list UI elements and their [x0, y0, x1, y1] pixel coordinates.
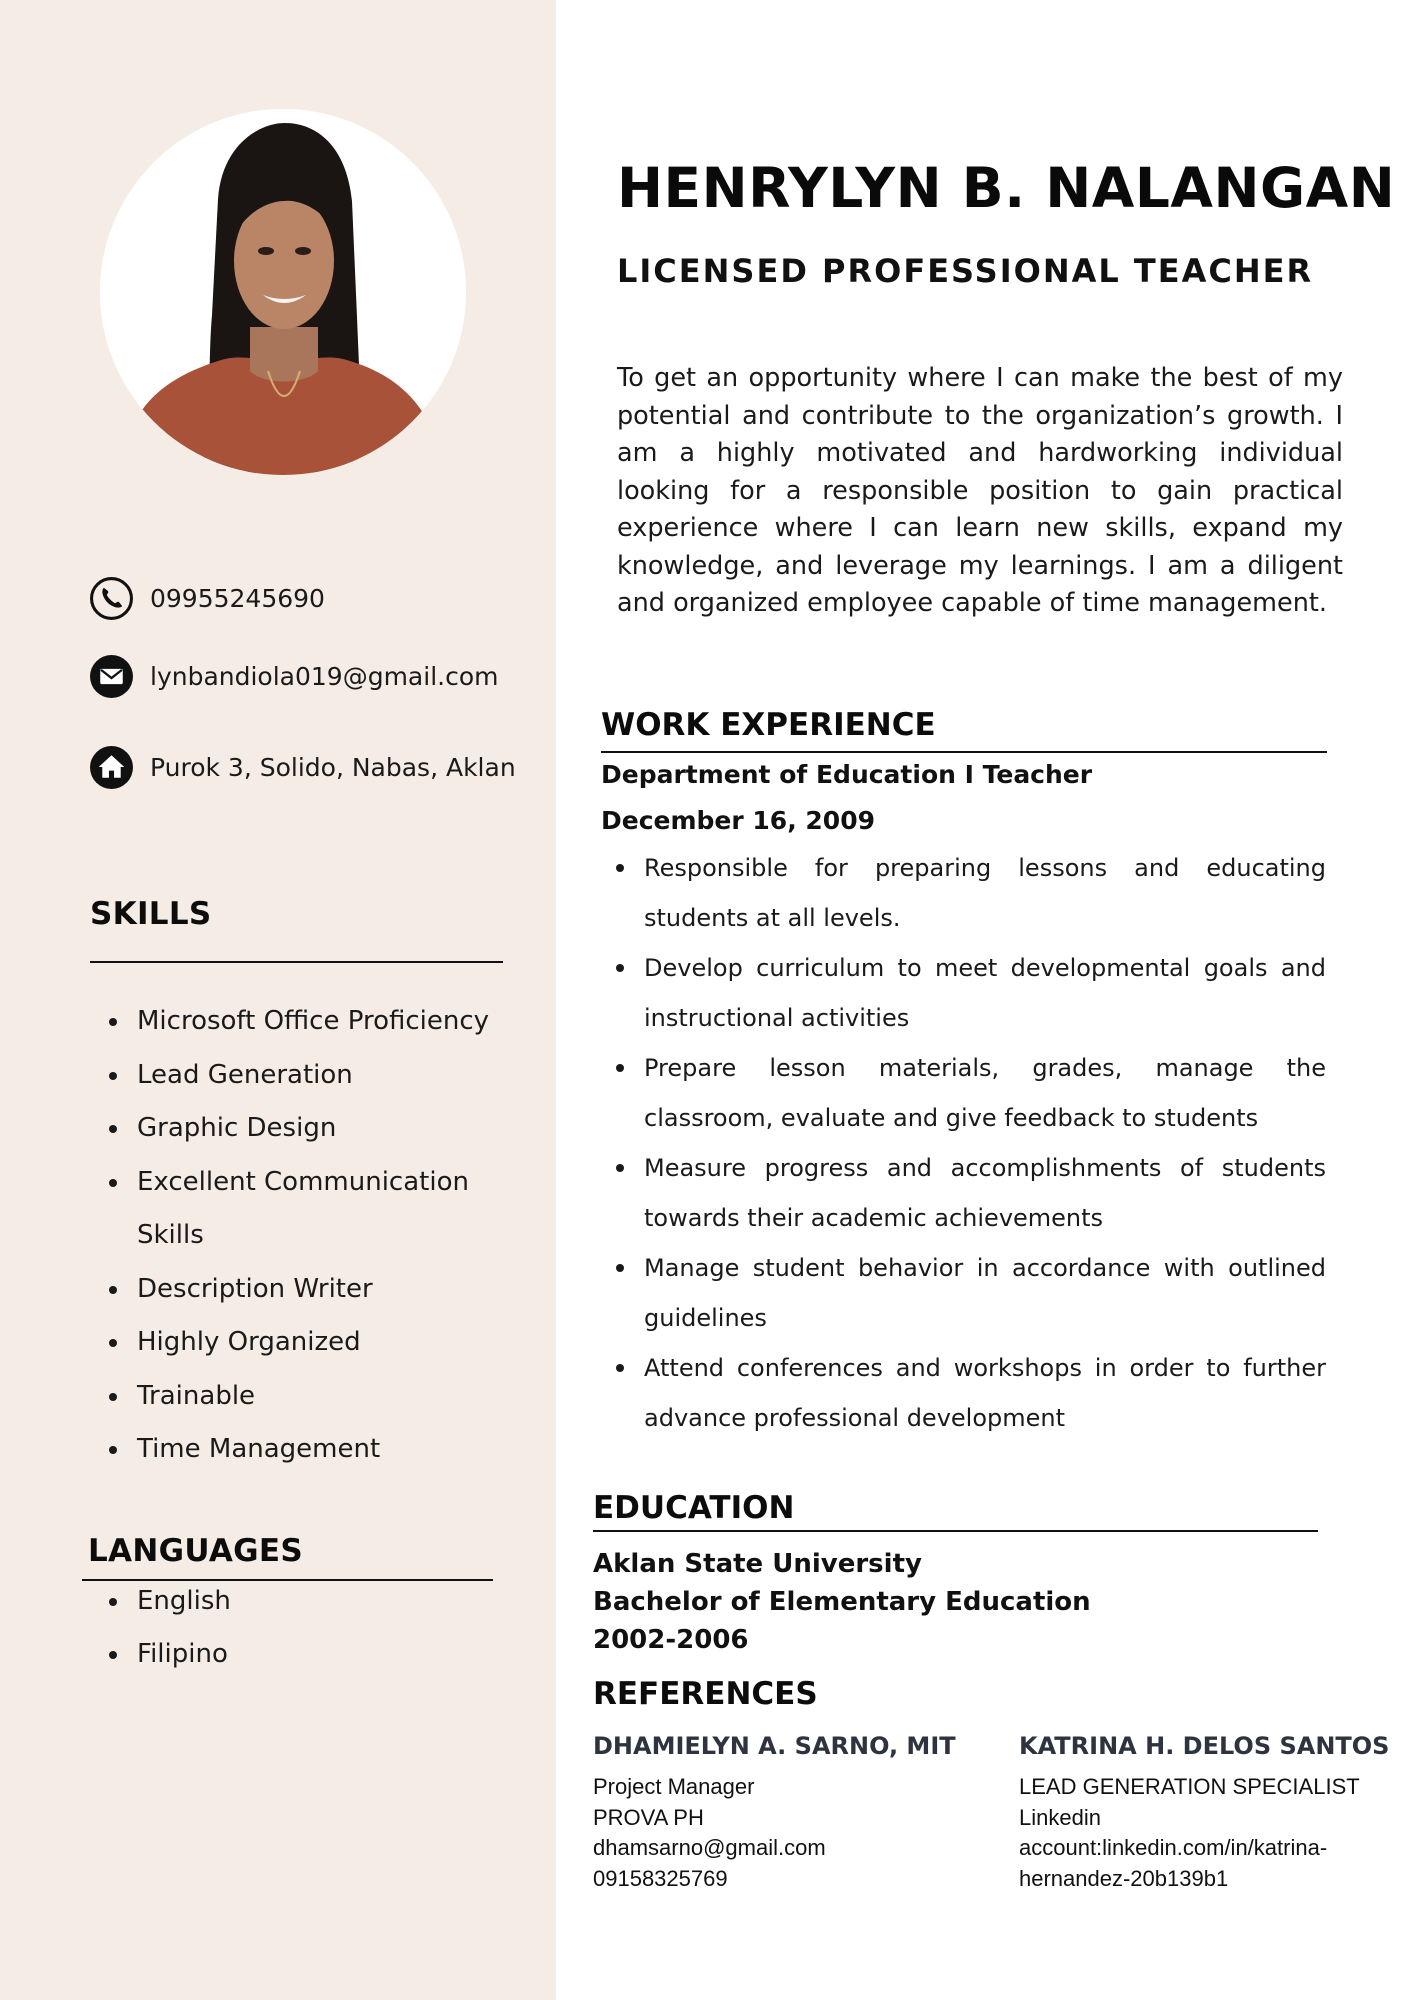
job-date: December 16, 2009	[601, 806, 875, 835]
education-divider	[593, 1530, 1318, 1532]
skill-item: Microsoft Office Proficiency	[109, 995, 509, 1049]
duty-item: Manage student behavior in accordance with outlined guidelines	[616, 1243, 1326, 1343]
reference-position: LEAD GENERATION SPECIALIST	[1019, 1774, 1360, 1799]
education-heading: EDUCATION	[593, 1490, 795, 1526]
skill-item: Excellent Communication Skills	[109, 1156, 509, 1263]
phone-number[interactable]: 09955245690	[150, 584, 325, 613]
phone-icon	[89, 576, 134, 621]
reference-card	[593, 1732, 956, 1894]
languages-heading: LANGUAGES	[88, 1533, 303, 1569]
reference-name: DHAMIELYN A. SARNO, MIT	[593, 1732, 956, 1760]
school-name: Aklan State University	[593, 1549, 922, 1579]
skill-item: Trainable	[109, 1370, 509, 1424]
skills-divider	[90, 961, 503, 963]
skill-item: Highly Organized	[109, 1316, 509, 1370]
home-icon	[89, 745, 134, 790]
reference-profile-link-cont[interactable]: hernandez-20b139b1	[1019, 1865, 1229, 1891]
email-address[interactable]: lynbandiola019@gmail.com	[150, 662, 499, 691]
reference-position: Project Manager	[593, 1774, 755, 1799]
education-years: 2002-2006	[593, 1625, 749, 1655]
work-experience-divider	[601, 751, 1327, 753]
job-organization: Department of Education I Teacher	[601, 760, 1093, 789]
duty-item: Develop curriculum to meet developmental goals and instructional activities	[616, 943, 1326, 1043]
skills-heading: SKILLS	[90, 896, 212, 932]
job-duties-list	[616, 843, 1326, 1443]
candidate-name: HENRYLYN B. NALANGAN	[617, 156, 1396, 220]
degree-name: Bachelor of Elementary Education	[593, 1587, 1091, 1617]
phone-contact	[89, 576, 325, 621]
skill-item: Lead Generation	[109, 1049, 509, 1103]
reference-name: KATRINA H. DELOS SANTOS	[1019, 1732, 1390, 1760]
email-contact	[89, 654, 499, 699]
reference-card	[1019, 1732, 1389, 1894]
address-contact	[89, 745, 516, 790]
duty-item: Attend conferences and workshops in order to further advance professional development	[616, 1343, 1326, 1443]
skill-item: Graphic Design	[109, 1102, 509, 1156]
language-item: Filipino	[109, 1628, 409, 1681]
education-details	[593, 1545, 1091, 1659]
skill-item: Description Writer	[109, 1263, 509, 1317]
languages-list	[109, 1575, 409, 1681]
duty-item: Responsible for preparing lessons and educating students at all levels.	[616, 843, 1326, 943]
reference-platform: Linkedin	[1019, 1804, 1101, 1830]
home-address: Purok 3, Solido, Nabas, Aklan	[150, 753, 516, 782]
work-experience-heading: WORK EXPERIENCE	[601, 707, 936, 743]
duty-item: Measure progress and accomplishments of students towards their academic achievements	[616, 1143, 1326, 1243]
candidate-title: LICENSED PROFESSIONAL TEACHER	[617, 252, 1314, 290]
reference-profile-link[interactable]: account:linkedin.com/in/katrina-	[1019, 1835, 1328, 1860]
reference-phone[interactable]: 09158325769	[593, 1865, 728, 1891]
skill-item: Time Management	[109, 1423, 509, 1477]
references-heading: REFERENCES	[593, 1676, 818, 1712]
career-objective: To get an opportunity where I can make the best of my potential and contribute to the organization’s growth. I am a highly motivated and hardworking individual looking for a responsible position to gain practical experience where I can learn new skills, expand my knowledge, and leverage my learnings. I am a diligent and organized employee capable of time management.	[617, 363, 1343, 618]
profile-photo-illustration	[100, 109, 466, 475]
duty-item: Prepare lesson materials, grades, manage the classroom, evaluate and give feedback to students	[616, 1043, 1326, 1143]
skills-list	[109, 995, 509, 1477]
reference-company: PROVA PH	[593, 1804, 704, 1830]
profile-photo	[100, 109, 466, 475]
envelope-icon	[89, 654, 134, 699]
reference-email[interactable]: dhamsarno@gmail.com	[593, 1835, 826, 1860]
language-item: English	[109, 1575, 409, 1628]
